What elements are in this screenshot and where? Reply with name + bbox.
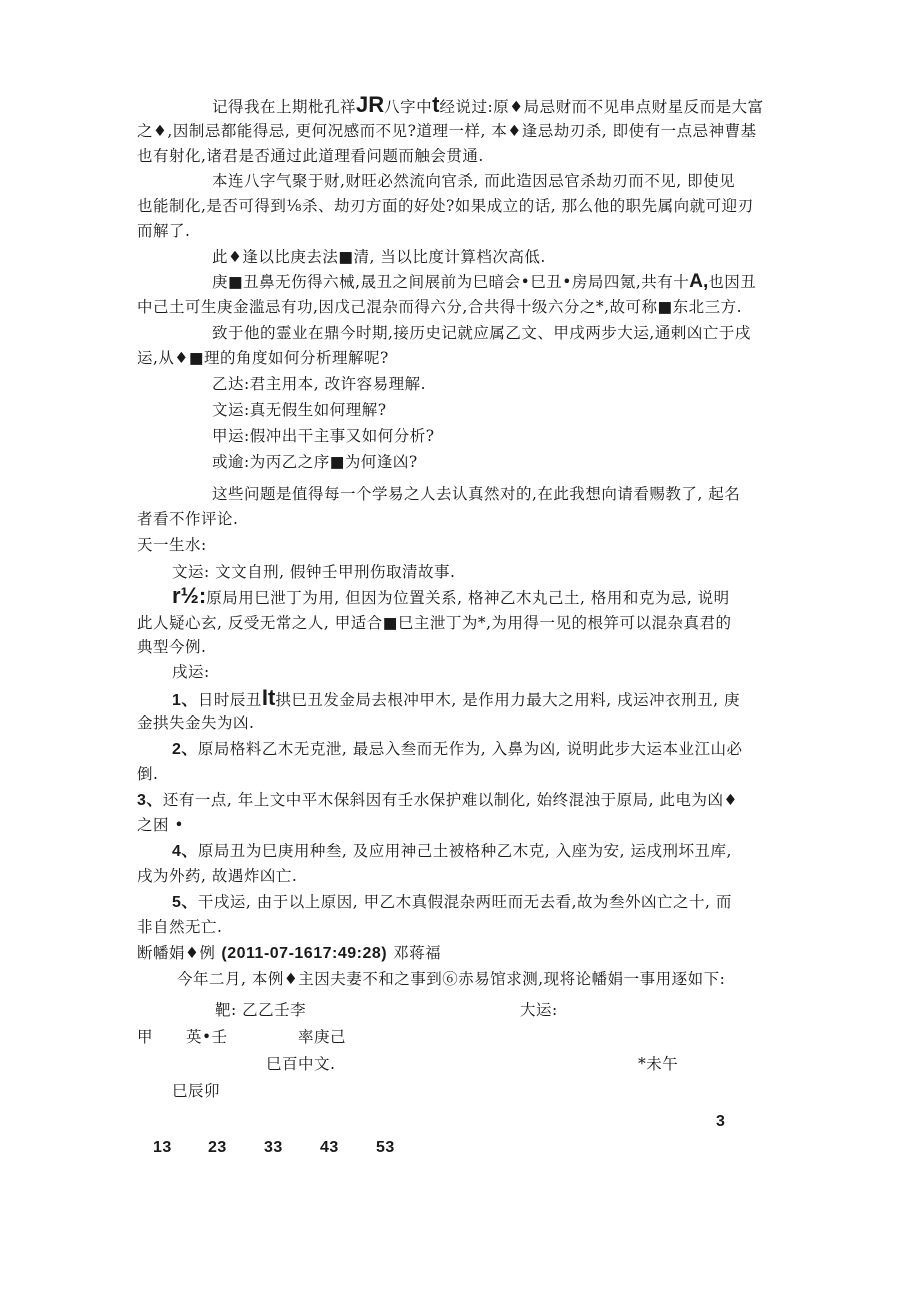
text-run: 日时辰丑 [197,691,262,709]
paragraph-line: 本连八字气聚于财,财旺必然流向官杀, 而此造因忌官杀劫刃而不见, 即使见 [212,172,736,190]
numbered-item [137,790,738,811]
question-line: 乙达:君主用本, 改许容易理解. [212,375,427,393]
text-run: 经说过:原♦局忌财而不见串点财星反而是大富 [439,98,764,116]
item-number: 2、 [172,741,198,758]
paragraph-line: 致于他的霊业在鼎今时期,接历史记就应属乙文、甲戌两步大运,通剌凶亡于戌 [212,324,751,342]
text-run: 八字中 [384,98,433,116]
question-line: 甲运:假冲出干主事又如何分析? [212,427,435,445]
bold-fragment: A, [689,271,709,292]
item-number: 3、 [137,792,163,809]
paragraph-line: 者看不作评论. [137,510,239,528]
dayun-label: 大运: [520,1001,558,1019]
chart-cell: 甲 [137,1028,154,1046]
paragraph-line: 典型今例. [137,638,207,656]
paragraph-line: 戌运: [172,663,210,681]
paragraph-line: 也有射化,诸君是否通过此道理看问题而触会贯通. [137,147,484,165]
text-run: 庚■丑鼻无伤得六械,晟丑之间展前为巳暗会•巳丑•房局四氪,共有十 [212,273,690,291]
paragraph-line: 中己土可生庚金滥忌有功,因戊己混杂而得六分,合共得十级六分之*,故可称■东北三方. [137,298,743,316]
paragraph-line [212,272,756,292]
chart-cell: 巳百中文. [266,1055,336,1073]
age-number: 53 [376,1139,395,1156]
chart-cell: 巳辰卯 [172,1082,221,1100]
text-run: 原局格料乙木无克泄, 最忌入叁而无作为, 入鼻为凶, 说明此步大运本业江山必 [197,740,743,758]
chart-label: 靶: 乙乙壬李 [215,1001,307,1019]
text-run: 断幡娟♦例 [137,944,216,962]
paragraph-line [212,92,764,117]
paragraph-line: 这些问题是值得每一个学易之人去认真然对的,在此我想向请看赐教了, 起名 [212,485,741,503]
text-run: 邓蒋福 [393,944,442,962]
numbered-item [172,739,742,760]
paragraph-line: 戌为外药, 故遇炸凶亡. [137,867,298,885]
bold-fragment: t [432,92,440,117]
paragraph-line: 运,从♦■理的角度如何分析理解呢? [137,349,389,367]
paragraph-line: 倒. [137,765,159,783]
bold-fragment: It [261,685,276,710]
chart-cell: 率庚己 [298,1028,347,1046]
bold-fragment: r½: [172,583,207,608]
numbered-item [172,841,732,862]
paragraph-line: 文运: 文文自刑, 假钟壬甲刑伤取清故事. [172,563,456,581]
age-number: 43 [320,1139,339,1156]
item-number: 1、 [172,692,198,709]
item-number: 4、 [172,843,198,860]
case-timestamp: (2011-07-1617:49:28) [221,945,388,962]
paragraph-line: 此人疑心玄, 反受无常之人, 甲适合■巳主泄丁为*,为用得一见的根笄可以混杂真君的 [137,614,732,632]
bold-fragment: JR [356,92,385,117]
chart-cell: *未午 [638,1055,679,1073]
case-title [137,943,441,964]
text-run: 原局丑为巳庚用种叁, 及应用神己土被格种乙木克, 入座为安, 运戌刑坏丑库, [197,842,732,860]
text-run: 还有一点, 年上文中平木保斜因有壬水保护难以制化, 始终混浊于原局, 此电为凶♦ [162,791,738,809]
paragraph-line: 之困 • [137,816,185,834]
paragraph-line: 此♦逢以比庚去法■清, 当以比度计算档次高低. [212,248,546,266]
paragraph-line: 之♦,因制忌都能得忌, 更何况感而不见?道理一样, 本♦逢忌劫刃杀, 即使有一点忌神曹基 [137,122,757,140]
text-run: 拱巳丑发金局去根冲甲木, 是作用力最大之用料, 戌运冲衣刑丑, 庚 [275,691,740,709]
paragraph-line: 金拱失金失为凶. [137,714,255,732]
text-run: 也因丑 [708,273,757,291]
paragraph-line: 非自然无亡. [137,918,223,936]
text-run: 干戌运, 由于以上原因, 甲乙木真假混杂两旺而无去看,故为叁外凶亡之十, 而 [197,893,732,911]
age-number: 23 [208,1139,227,1156]
paragraph-line: 今年二月, 本例♦主因夫妻不和之事到⑥赤易馆求测,现将论幡娟一事用逐如下: [177,970,726,988]
age-number: 3 [716,1113,726,1130]
age-number: 33 [264,1139,283,1156]
numbered-item [172,892,732,913]
paragraph-line: 而解了. [137,222,191,240]
question-line: 文运:真无假生如何理解? [212,401,387,419]
item-number: 5、 [172,894,198,911]
paragraph-line [172,583,730,608]
question-line: 或逾:为丙乙之序■为何逢凶? [212,453,418,471]
age-number: 13 [153,1139,172,1156]
text-run: 记得我在上期枇孔祥 [212,98,357,116]
chart-cell: 英•壬 [186,1028,228,1046]
numbered-item [172,685,740,711]
text-run: 原局用巳泄丁为用, 但因为位置关系, 格神乙木丸己土, 格用和克为忌, 说明 [206,589,730,607]
author-label: 天一生水: [137,536,207,554]
paragraph-line: 也能制化,是否可得到⅛杀、劫刃方面的好处?如果成立的话, 那么他的职先属向就可迎刃 [137,197,754,215]
